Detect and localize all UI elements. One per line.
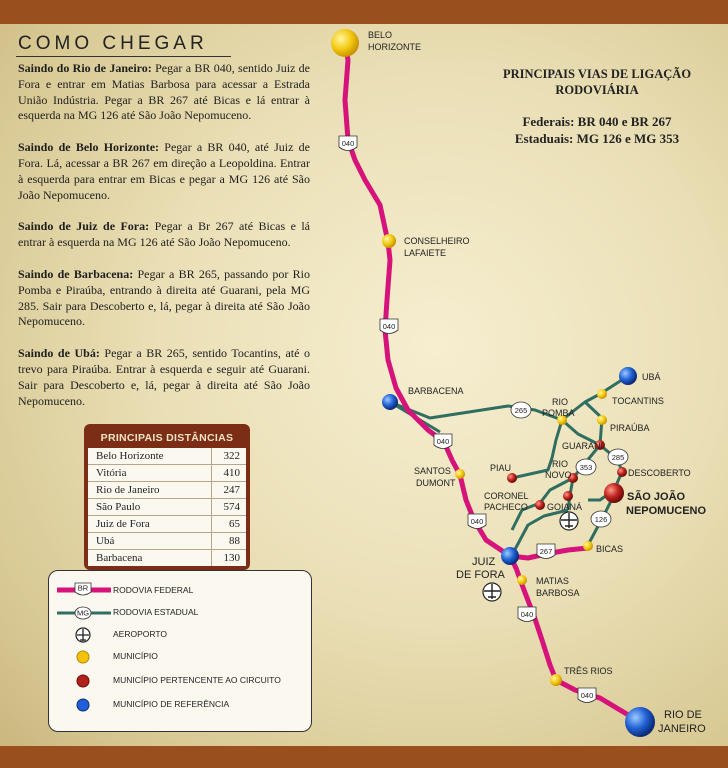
page-heading: COMO CHEGAR [18, 33, 208, 54]
marker-rio-de-janeiro [625, 707, 655, 737]
marker-conselheiro-lafaiete [382, 234, 396, 248]
shield-mg353 [576, 459, 596, 475]
direction-barbacena: Saindo de Barbacena: Pegar a BR 265, passando por Rio Pomba e Piraúba, entrando à direita até Guarani, pela MG 285. Sair para Descoberto e, lá, pegar à direita até São João Nepomuceno. [18, 266, 311, 329]
airport-icon [560, 512, 578, 530]
shield-mg126 [591, 511, 611, 527]
label-pirauba: PIRAÚBA [610, 423, 650, 433]
marker-descoberto [617, 467, 627, 477]
direction-uba: Saindo de Ubá: Pegar a BR 265, sentido Tocantins, até o trevo para Piraúba. Entrar à esquerda e seguir até Guarani. Sair para Descoberto e, lá, pegar à direita até São João Nepomuceno. [18, 346, 310, 408]
label-rio-novo: RIO NOVO [545, 459, 572, 480]
distance-row: Belo Horizonte 322 [88, 448, 246, 465]
label-rio-de-janeiro: RIO DE JANEIRO [658, 709, 706, 735]
marker-santos-dumont [455, 469, 465, 479]
legend-aeroporto: AEROPORTO [49, 625, 311, 645]
city-markers [331, 29, 655, 737]
marker-matias-barbosa [517, 575, 527, 585]
distance-row: São Paulo 574 [88, 499, 246, 516]
marker-uba [619, 367, 637, 385]
state-roads: Estaduais: MG 126 e MG 353 [514, 131, 680, 146]
direction-rio: Saindo do Rio de Janeiro: Pegar a BR 040, sentido Juiz de Fora e entrar em Matias Barbosa para acessar a Estrada União Indústria. Pegar a BR 267 até Bicas e lá entrar à esquerda na MG 126 até São João Nepomuceno. [18, 61, 311, 123]
label-descoberto: DESCOBERTO [628, 468, 691, 478]
shield-br265 [511, 402, 531, 418]
shield-br040-north [339, 136, 357, 151]
shield-br040-barbacena [434, 434, 452, 449]
svg-text:126: 126 [594, 515, 608, 524]
svg-text:353: 353 [579, 463, 593, 472]
label-coronel-pacheco: CORONEL PACHECO [484, 491, 529, 512]
svg-text:040: 040 [470, 517, 484, 526]
distance-row: Ubá 88 [88, 533, 246, 550]
legend-estadual: MG RODOVIA ESTADUAL [49, 603, 311, 623]
shield-br040-santos [468, 514, 486, 529]
svg-text:MG: MG [76, 608, 90, 618]
distance-row: Vitória 410 [88, 465, 246, 482]
marker-bicas [583, 541, 593, 551]
shield-br040-matias [518, 607, 536, 622]
label-guarani: GUARANI [562, 441, 604, 451]
marker-coronel-pacheco [535, 500, 545, 510]
label-sao-joao-nepomuceno: SÃO JOÃO NEPOMUCENO [626, 491, 707, 517]
marker-tres-rios [550, 674, 562, 686]
label-rio-pomba: RIO POMBA [542, 397, 575, 418]
label-tocantins: TOCANTINS [612, 396, 664, 406]
marker-tocantins [597, 389, 607, 399]
marker-belo-horizonte [331, 29, 359, 57]
svg-text:265: 265 [514, 406, 528, 415]
label-uba: UBÁ [642, 372, 661, 382]
svg-text:040: 040 [382, 322, 396, 331]
legend-referencia: MUNICÍPIO DE REFERÊNCIA [49, 695, 311, 715]
legend-federal: BR RODOVIA FEDERAL [49, 581, 311, 601]
direction-jf: Saindo de Juiz de Fora: Pegar a Br 267 até Bicas e lá entrar à esquerda na MG 126 até São João Nepomuceno. [18, 219, 311, 250]
shield-mg285 [608, 449, 628, 465]
svg-text:285: 285 [611, 453, 625, 462]
marker-piau [507, 473, 517, 483]
distance-row: Rio de Janeiro 247 [88, 482, 246, 499]
svg-text:040: 040 [436, 437, 450, 446]
label-matias-barbosa: MATIAS BARBOSA [536, 576, 580, 598]
label-piau: PIAU [490, 463, 512, 473]
br-040 [345, 43, 640, 722]
marker-pirauba [597, 415, 607, 425]
shield-br267 [537, 544, 555, 559]
legend-municipio: MUNICÍPIO [49, 647, 311, 667]
distance-row: Juiz de Fora 65 [88, 516, 246, 533]
airport-icon [483, 583, 501, 601]
direction-bh: Saindo de Belo Horizonte: Pegar a BR 040, até Juiz de Fora. Lá, acessar a BR 267 em direção a Leopoldina. Entrar à esquerda para entrar em Bicas e pegar a MG 126 até São João Nepomuceno. [18, 140, 310, 202]
federal-roads: Federais: BR 040 e BR 267 [522, 114, 672, 129]
label-juiz-de-fora: JUIZ DE FORA [456, 556, 505, 581]
svg-text:267: 267 [539, 547, 553, 556]
svg-text:BR: BR [77, 583, 89, 593]
svg-text:040: 040 [341, 139, 355, 148]
marker-goiana [563, 491, 573, 501]
svg-text:040: 040 [580, 691, 594, 700]
label-conselheiro-lafaiete: CONSELHEIRO LAFAIETE [404, 236, 470, 258]
shield-br040-mid [380, 319, 398, 334]
label-goiana: GOIANÁ [547, 502, 583, 512]
federal-road-network [345, 43, 640, 722]
distances-title: PRINCIPAIS DISTÂNCIAS [100, 432, 234, 444]
distance-row: Barbacena 130 [96, 552, 240, 564]
marker-barbacena [382, 394, 398, 410]
marker-juiz-de-fora [501, 547, 519, 565]
label-belo-horizonte: BELO HORIZONTE [368, 30, 421, 52]
shield-br040-tres-rios [578, 688, 596, 703]
map-title: PRINCIPAIS VIAS DE LIGAÇÃO RODOVIÁRIA [502, 67, 692, 97]
label-tres-rios: TRÊS RIOS [564, 666, 613, 676]
label-santos-dumont: SANTOS DUMONT [414, 466, 456, 488]
label-barbacena: BARBACENA [408, 386, 464, 396]
label-bicas: BICAS [596, 544, 624, 554]
svg-text:040: 040 [520, 610, 534, 619]
legend-circuito: MUNICÍPIO PERTENCENTE AO CIRCUITO [49, 671, 311, 691]
marker-sao-joao-nepomuceno [604, 483, 624, 503]
